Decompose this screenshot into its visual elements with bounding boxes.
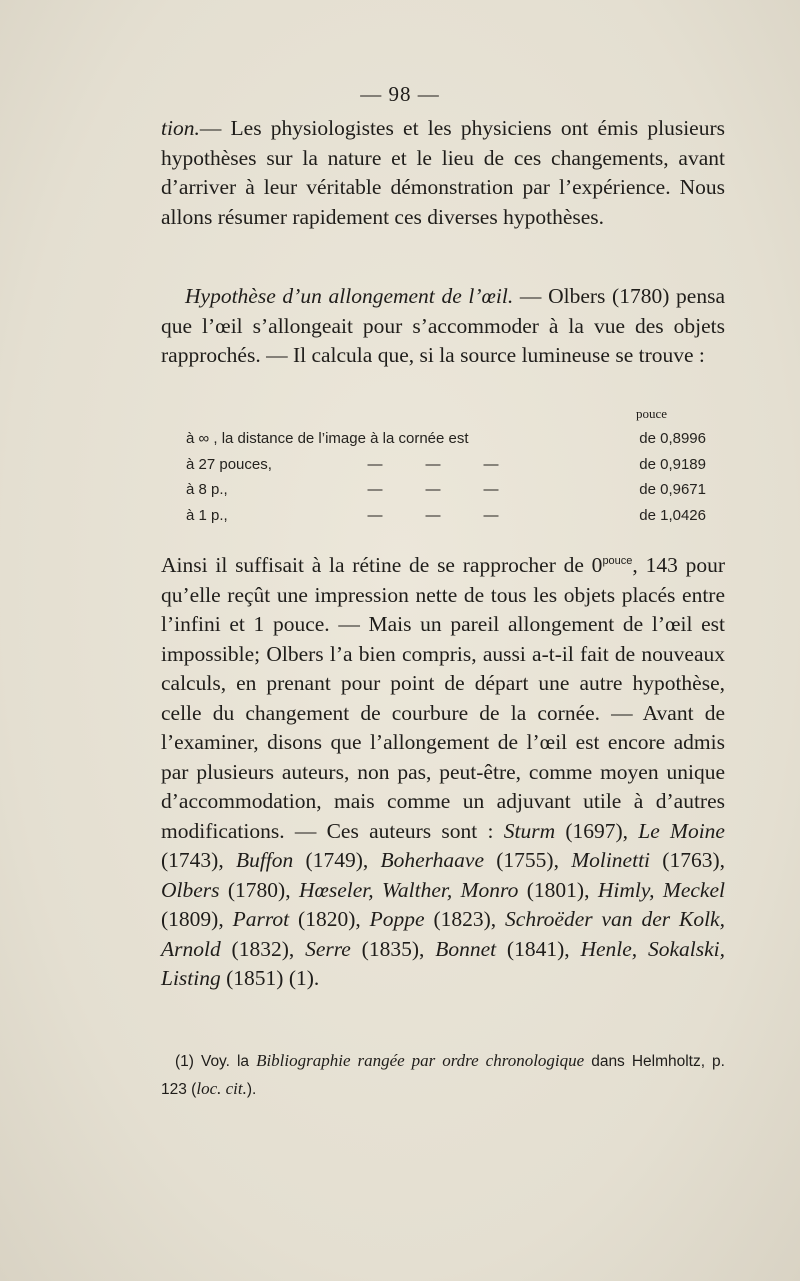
footnote-title: Bibliographie rangée par ordre chronologique	[256, 1051, 585, 1070]
ditto-mark: —	[367, 481, 383, 499]
paragraph-conclusion-text-b: , 143 pour qu’elle reçût une impression nette de tous les objets placés entre l’infini et 1 pouce. — Mais un pareil allongement de l’œil est impossible; Olbers l’a bien compris, aussi a-t-il fait de nouveaux calculs, en prenant pour point de départ une autre hypothèse, celle du changement de courbure de la cornée. — Avant de l’examiner, disons que l’allongement de l’œil est encore admis par plusieurs auteurs, non pas, peut-être, comme moyen unique d’accommodation, mais comme un adjuvant utile à d’autres modifications. — Ces auteurs sont :	[161, 553, 725, 843]
ditto-mark: —	[425, 481, 441, 499]
author-name: Hœseler, Walther, Monro	[298, 877, 519, 902]
author-year: (1809),	[161, 907, 233, 931]
table-row	[186, 426, 706, 452]
table-unit-header: pouce	[636, 406, 668, 421]
footnote-ref: loc. cit.	[196, 1079, 247, 1098]
page-number: — 98 —	[360, 82, 440, 106]
footnote-middle: dans Helmholtz, p. 123 (	[161, 1053, 725, 1098]
author-name: Serre	[305, 936, 351, 961]
footnote-prefix: (1) Voy. la	[175, 1053, 257, 1070]
paragraph-hypothesis-text: — Olbers (1780) pensa que l’œil s’allongeait pour s’accommoder à la vue des objets rapprochés. — Il calcula que, si la source lumineuse se trouve :	[161, 284, 725, 367]
ditto-mark: —	[367, 455, 383, 473]
paragraph-hypothesis	[161, 282, 725, 371]
measurement-table	[186, 426, 706, 528]
author-name: Olbers	[161, 877, 220, 902]
section-heading: Hypothèse d’un allongement de l’œil.	[185, 284, 514, 308]
row-position: à 8 p.,	[186, 481, 228, 499]
row-value: de 1,0426	[639, 506, 706, 524]
author-name: Buffon	[235, 848, 294, 872]
author-name: Himly, Meckel	[597, 877, 725, 902]
paragraph-conclusion-text-a: Ainsi il suffisait à la rétine de se rapprocher de 0	[161, 553, 603, 577]
author-year: (1801),	[518, 877, 598, 902]
paragraph-intro-text: — Les physiologistes et les physiciens ont émis plusieurs hypothèses sur la nature et le lieu de ces changements, avant d’arriver à leur véritable démonstration par l’expérience. Nous allons résumer rapidement ces diverses hypothèses.	[161, 116, 725, 229]
author-year: (1763),	[650, 848, 725, 872]
author-name: Boherhaave	[380, 848, 484, 872]
table-row	[186, 477, 706, 503]
ditto-mark: —	[367, 506, 383, 524]
ditto-mark: —	[483, 506, 499, 524]
row-position: à 27 pouces,	[186, 455, 272, 473]
author-name: Henle, Sokalski, Listing	[161, 936, 726, 990]
ditto-mark: —	[425, 455, 441, 473]
ditto-mark: —	[425, 506, 441, 524]
row-value: de 0,8996	[639, 430, 706, 448]
unit-superscript: pouce	[602, 555, 633, 567]
author-year: (1835),	[350, 936, 436, 961]
author-year: (1697),	[555, 818, 639, 843]
author-year: (1780),	[219, 877, 299, 902]
row-position: à 1 p.,	[186, 506, 228, 524]
author-year: (1851) (1).	[220, 966, 320, 990]
author-name: Molinetti	[571, 848, 651, 872]
author-name: Bonnet	[435, 936, 497, 961]
author-year: (1820),	[289, 907, 370, 931]
author-name: Sturm	[503, 818, 556, 843]
footnote-suffix: ).	[246, 1081, 257, 1098]
author-year: (1743),	[161, 848, 236, 872]
author-name: Poppe	[369, 907, 425, 931]
paragraph-intro	[161, 114, 725, 232]
author-name: Parrot	[232, 907, 290, 931]
row-value: de 0,9671	[639, 481, 706, 499]
author-year: (1832),	[220, 936, 306, 961]
author-year: (1749),	[293, 848, 381, 872]
author-year: (1841),	[496, 936, 581, 961]
row-value: de 0,9189	[639, 455, 706, 473]
table-row	[186, 452, 706, 478]
author-year: (1755),	[484, 848, 572, 872]
paragraph-conclusion	[161, 547, 725, 994]
ditto-mark: —	[483, 481, 499, 499]
footnote	[161, 1047, 725, 1103]
paragraph-intro-lead: tion.	[161, 116, 200, 140]
author-name: Schroëder van der Kolk, Arnold	[161, 907, 725, 961]
row-position: à ∞ , la distance de l’image à la cornée est	[186, 430, 469, 448]
ditto-mark: —	[483, 455, 499, 473]
author-name: Le Moine	[638, 818, 725, 843]
author-year: (1823),	[424, 907, 506, 931]
table-row	[186, 503, 706, 529]
